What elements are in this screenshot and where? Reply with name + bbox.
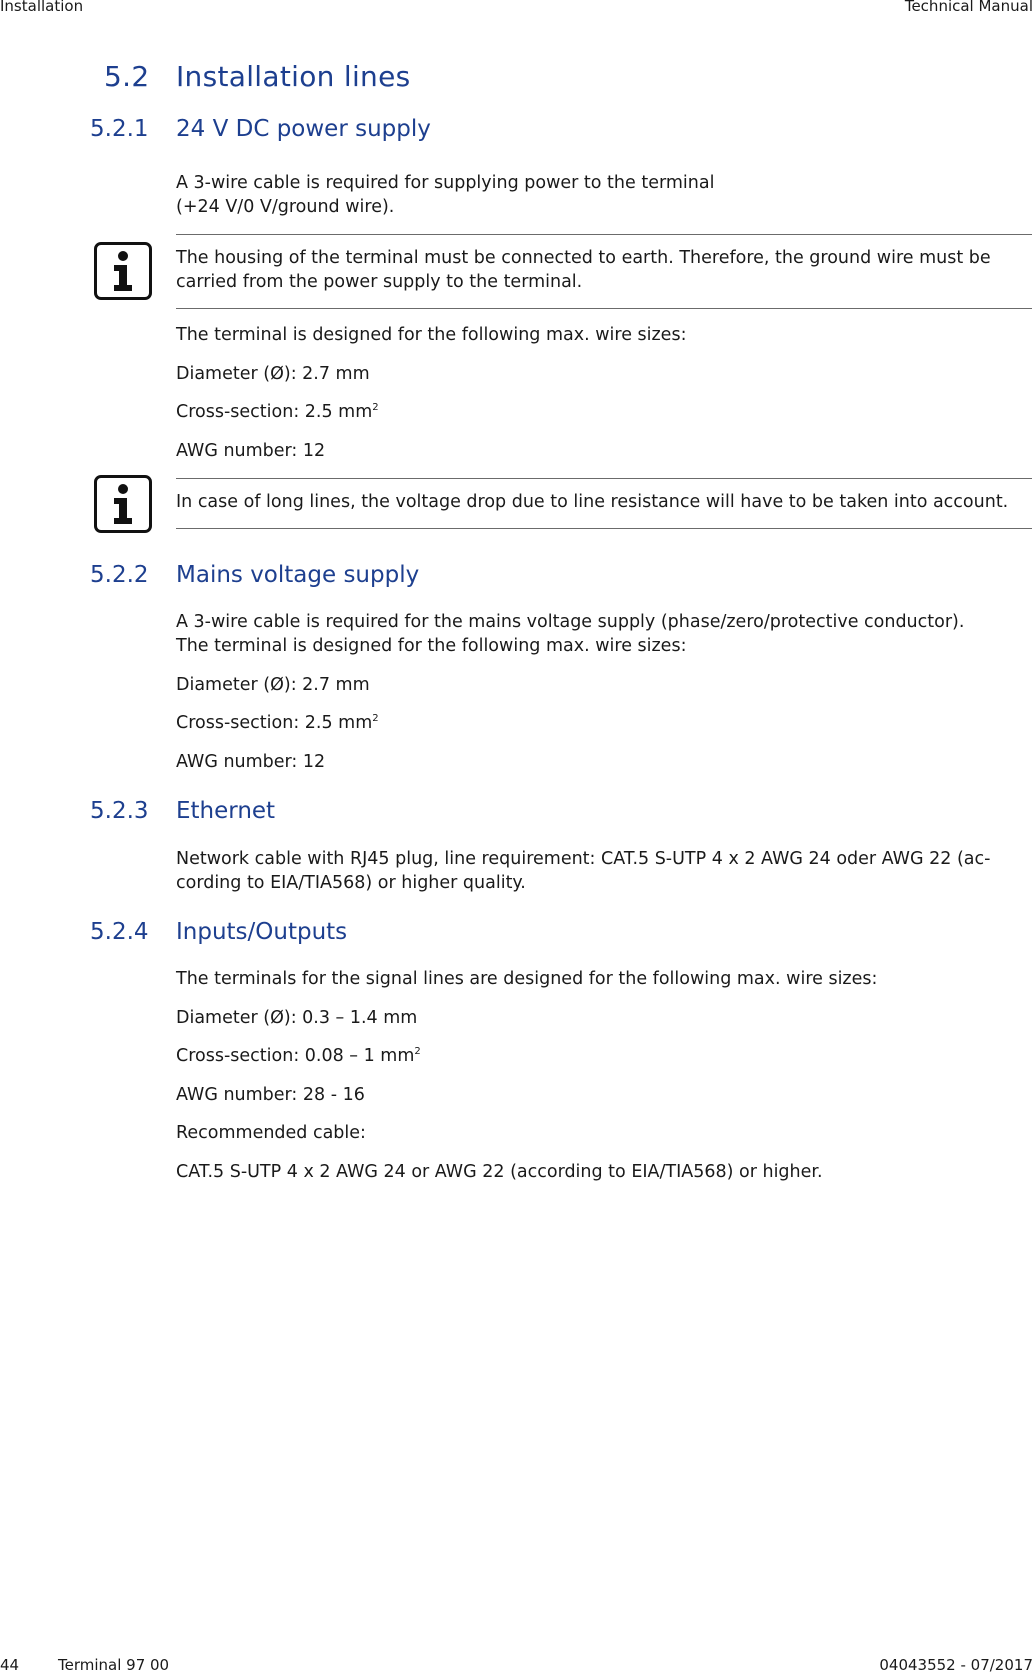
spec-cross-section: Cross-section: 0.08 – 1 $mm^2$ [176, 1046, 421, 1066]
note-rule-top [176, 478, 1032, 479]
section-heading [104, 60, 411, 93]
subsection-title: 24 V DC power supply [176, 116, 431, 142]
spec-diameter: Diameter (Ø): 2.7 mm [176, 364, 370, 384]
subsection-number: 5.2.2 [90, 562, 149, 588]
product-name: Terminal 97 00 [58, 1656, 170, 1674]
running-footer [0, 1656, 1033, 1677]
spec-diameter: Diameter (Ø): 0.3 – 1.4 mm [176, 1008, 418, 1028]
paragraph-dc-sizes-intro: The terminal is designed for the following max. wire sizes: [176, 325, 687, 345]
info-icon [94, 242, 152, 300]
subsection-heading-ethernet [90, 798, 275, 824]
note-ground-wire [92, 234, 1032, 309]
note-text: The housing of the terminal must be connected to earth. Therefore, the ground wire must be carried from the power supply to the terminal. [176, 248, 991, 292]
recommended-cable: CAT.5 S-UTP 4 x 2 AWG 24 or AWG 22 (according to EIA/TIA568) or higher. [176, 1162, 823, 1182]
header-chapter: Installation [0, 0, 84, 15]
spec-awg: AWG number: 12 [176, 441, 326, 461]
spec-awg: AWG number: 28 - 16 [176, 1085, 365, 1105]
subsection-number: 5.2.3 [90, 798, 149, 824]
section-number: 5.2 [104, 60, 150, 93]
note-voltage-drop [92, 478, 1032, 530]
subsection-heading-mains [90, 562, 419, 588]
note-text: In case of long lines, the voltage drop due to line resistance will have to be taken into account. [176, 492, 1009, 512]
spec-diameter: Diameter (Ø): 2.7 mm [176, 675, 370, 695]
paragraph-dc-intro: A 3-wire cable is required for supplying power to the terminal (+24 V/0 V/ground wire). [176, 173, 715, 217]
spec-awg: AWG number: 12 [176, 752, 326, 772]
spec-cross-section: Cross-section: 2.5 $mm^2$ [176, 713, 379, 733]
subsection-heading-dc [90, 116, 431, 142]
note-rule-bottom [176, 308, 1032, 309]
page-number: 44 [0, 1656, 20, 1674]
running-header [0, 0, 1033, 20]
document-number: 04043552 - 07/2017 [879, 1656, 1033, 1674]
subsection-number: 5.2.4 [90, 919, 149, 945]
note-rule-top [176, 234, 1032, 235]
recommended-label: Recommended cable: [176, 1123, 366, 1143]
subsection-heading-io [90, 919, 347, 945]
spec-cross-section: Cross-section: 2.5 $mm^2$ [176, 402, 379, 422]
info-icon [94, 475, 152, 533]
subsection-title: Inputs/Outputs [176, 919, 348, 945]
subsection-number: 5.2.1 [90, 116, 149, 142]
note-rule-bottom [176, 528, 1032, 529]
paragraph-mains-intro: A 3-wire cable is required for the mains voltage supply (phase/zero/protective conductor). The terminal is designed for the following max. wire sizes: [176, 612, 965, 656]
subsection-title: Ethernet [176, 798, 276, 824]
paragraph-io-sizes-intro: The terminals for the signal lines are designed for the following max. wire sizes: [176, 969, 878, 989]
section-title: Installation lines [176, 60, 411, 93]
paragraph-ethernet: Network cable with RJ45 plug, line requirement: CAT.5 S-UTP 4 x 2 AWG 24 oder AWG 22 (ac- cording to EIA/TIA568) or higher quality. [176, 849, 991, 893]
header-manual-title: Technical Manual [904, 0, 1033, 15]
subsection-title: Mains voltage supply [176, 562, 420, 588]
